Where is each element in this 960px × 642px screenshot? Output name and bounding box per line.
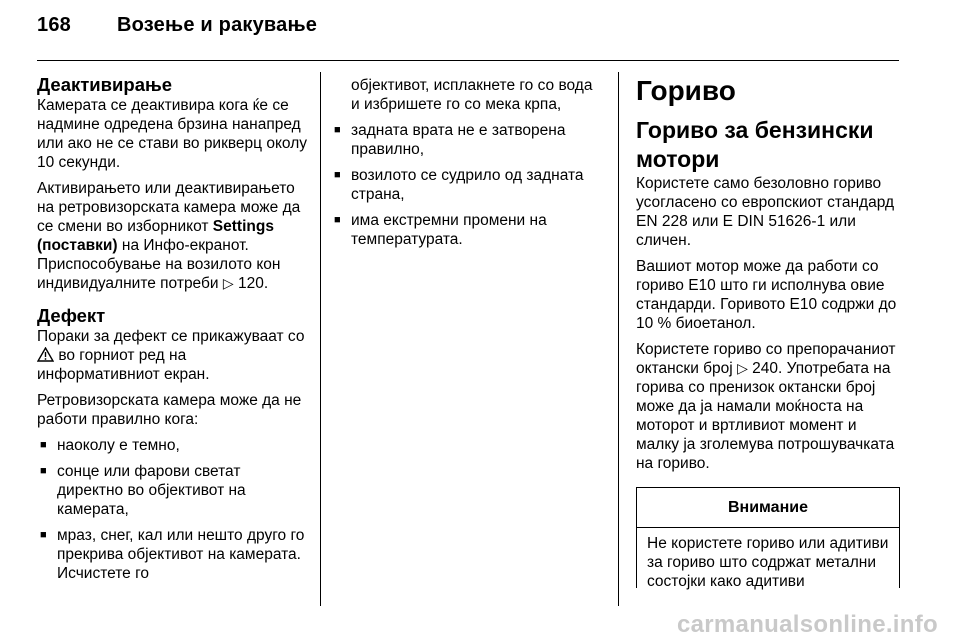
continuation-text: објективот, исплакнете го со вода и избришете го со мека крпа, [351, 77, 593, 113]
chapter-title: Возење и ракување [117, 14, 318, 36]
caution-title: Внимание [637, 488, 899, 528]
column-right [636, 74, 902, 588]
caution-text: Не користете гориво или адитиви за гориво што содржат метални состојки како адитиви [647, 535, 889, 590]
caution-box [636, 487, 900, 588]
column-divider-2 [618, 72, 619, 606]
watermark: carmanualsonline.info [676, 611, 938, 638]
list-item: ■ сонце или фарови светат директно во објективот на камерата, [37, 462, 309, 519]
page-ref-120[interactable]: 120. [237, 275, 269, 292]
list-item: ■ наоколу е темно, [37, 436, 309, 455]
heading-fuel: Гориво [636, 75, 736, 106]
paragraph-unleaded: Користете само безоловно гориво усогласено со европскиот стандард EN 228 или E DIN 51626-1 или сличен. [636, 175, 894, 249]
fault-text: Пораки за дефект се прикажуваат со [37, 328, 305, 345]
octane-text: Користете гориво со препорачаниот октански број [636, 341, 896, 377]
page-ref-icon: ▷ [737, 360, 748, 376]
paragraph-camera-conditions: Ретровизорската камера може да не работи правилно кога: [37, 392, 302, 428]
activation-text: Активирањето или деактивирањето на ретровизорската камера може да се смени во изборникот [37, 180, 301, 235]
paragraph-deactivation: Камерата се деактивира кога ќе се надмине одредена брзина нанапред или ако не се стави во рикверц околу 10 секунди. [37, 97, 308, 171]
activation-text-2: на Инфо-екранот. Приспособување на возилото кон индивидуалните потреби [37, 237, 281, 292]
heading-deactivation: Деактивирање [37, 74, 173, 95]
list-item: ■ задната врата не е затворена правилно, [331, 121, 603, 159]
octane-text-2: Употребата на горива со пренизок октански број може да ја намали моќноста на моторот и вртливиот момент и малку ја зголемува потрошувачката на гориво. [636, 360, 895, 472]
warning-triangle-icon [37, 347, 54, 362]
header-rule [37, 60, 899, 61]
conditions-list-continued [331, 121, 603, 249]
page-number: 168 [37, 14, 71, 36]
paragraph-e10: Вашиот мотор може да работи со гориво E10 што ги исполнува овие стандарди. Горивото E10 содржи до 10 % биоетанол. [636, 258, 897, 332]
paragraph-activation [37, 179, 309, 293]
heading-fault: Дефект [37, 305, 106, 326]
page-ref-icon: ▷ [222, 275, 234, 291]
list-item: ■ возилото се судрило од задната страна, [331, 166, 603, 204]
paragraph-fault [37, 327, 309, 384]
list-item: ■ има екстремни промени на температурата. [331, 211, 603, 249]
conditions-list [37, 436, 309, 583]
list-item: ■ мраз, снег, кал или нешто друго го прекрива објективот на камерата. Исчистете го [37, 526, 309, 583]
page-ref-240[interactable]: 240. [752, 360, 783, 377]
column-middle [331, 76, 603, 256]
settings-menu-label: Settings (поставки) [37, 218, 274, 254]
paragraph-octane [636, 340, 902, 473]
fault-text-2: во горниот ред на информативниот екран. [37, 347, 210, 383]
column-left [37, 74, 309, 590]
heading-petrol-fuel: Гориво за бензински мотори [636, 117, 874, 172]
column-divider-1 [320, 72, 321, 606]
